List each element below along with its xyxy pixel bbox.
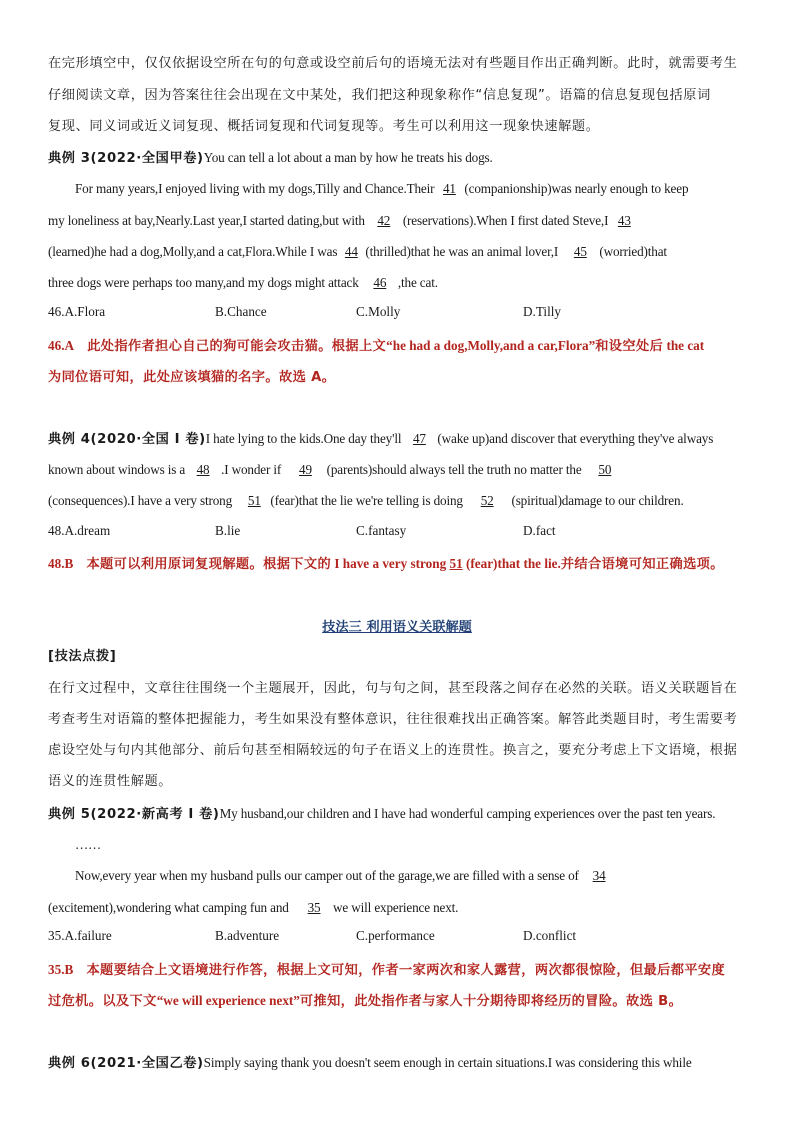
section-title: 技法三 利用语义关联解题 xyxy=(322,620,472,635)
option-b: B.Chance xyxy=(215,304,267,319)
option-d: D.conflict xyxy=(523,928,577,943)
example-4-passage-line-3: (consequences).I have a very strong 51 (fear)that the lie we're telling is doing 52 (spiritual)damage to our children. xyxy=(48,491,684,511)
example-6-heading: 典例 6(2021·全国乙卷)Simply saying thank you doesn't seem enough in certain situations.I was considering this while xyxy=(48,1055,692,1071)
option-c: C.Molly xyxy=(356,304,401,319)
blank-52: 52 xyxy=(480,493,494,508)
example-3-passage-line-2: my loneliness at bay,Nearly.Last year,I started dating,but with 42 (reservations).When I first dated Steve,I 43 xyxy=(48,211,640,231)
blank-49: 49 xyxy=(299,462,312,477)
option-a: 46.A.Flora xyxy=(48,304,106,319)
tips-heading: [技法点拨] xyxy=(48,649,117,664)
example-3-answer-line-1: 46.A 此处指作者担心自己的狗可能会攻击猫。根据上文“he had a dog,Molly,and a car,Flora”和设空处后 the cat xyxy=(48,338,705,354)
intro-line-1: 在完形填空中，仅仅依据设空所在句的句意或设空前后句的语境无法对有些题目作出正确判断。此时，就需要考生 xyxy=(48,56,738,71)
blank-44: 44 xyxy=(344,244,358,259)
blank-42: 42 xyxy=(377,213,391,228)
example-4-heading: 典例 4(2020·全国 I 卷)I hate lying to the kids.One day they'll 47 (wake up)and discover that everything they've always xyxy=(48,431,714,447)
example-5-passage-line-1: Now,every year when my husband pulls our camper out of the garage,we are filled with a sense of 34 xyxy=(75,866,613,886)
blank-43: 43 xyxy=(617,213,631,228)
example-3-lead: You can tell a lot about a man by how he treats his dogs. xyxy=(203,150,493,165)
option-b: B.lie xyxy=(215,523,241,538)
answer-label: 46.A xyxy=(48,338,75,353)
example-4-label: 典例 4(2020·全国 I 卷) xyxy=(48,432,206,447)
example-5-label: 典例 5(2022·新高考 I 卷) xyxy=(48,807,220,822)
blank-35: 35 xyxy=(307,900,321,915)
example-4-passage-line-2: known about windows is a 48 .I wonder if 49 (parents)should always tell the truth no matter the 50 xyxy=(48,460,622,480)
blank-48: 48 xyxy=(196,462,210,477)
example-4-answer: 48.B 本题可以利用原词复现解题。根据下文的 I have a very strong 51 (fear)that the lie.并结合语境可知正确选项。 xyxy=(48,556,724,572)
example-5-heading: 典例 5(2022·新高考 I 卷)My husband,our children and I have had wonderful camping experiences over the past ten years. xyxy=(48,806,716,822)
option-c: C.performance xyxy=(356,928,435,943)
answer-label: 48.B xyxy=(48,556,74,571)
example-5-answer-line-1: 35.B 本题要结合上文语境进行作答，根据上文可知，作者一家两次和家人露营，两次都很惊险，但最后都平安度 xyxy=(48,962,726,978)
intro-line-2: 仔细阅读文章，因为答案往往会出现在文中某处，我们把这种现象称作“信息复现”。语篇的信息复现包括原词 xyxy=(48,88,711,103)
option-d: D.Tilly xyxy=(523,304,561,319)
example-5-ellipsis: …… xyxy=(75,837,102,852)
blank-50: 50 xyxy=(598,462,612,477)
blank-41: 41 xyxy=(442,181,456,196)
example-3-passage-line-4: three dogs were perhaps too many,and my dogs might attack 46 ,the cat. xyxy=(48,273,438,293)
example-3-label: 典例 3(2022·全国甲卷) xyxy=(48,151,204,166)
example-3-passage-line-3: (learned)he had a dog,Molly,and a cat,Flora.While I was 44 (thrilled)that he was an animal lover,I 45 (worried)that xyxy=(48,242,667,262)
blank-34: 34 xyxy=(592,868,606,883)
tips-line-2: 考查考生对语篇的整体把握能力，考生如果没有整体意识，往往很难找出正确答案。解答此类题目时，考生需要考 xyxy=(48,712,738,727)
option-b: B.adventure xyxy=(215,928,280,943)
blank-46: 46 xyxy=(373,275,387,290)
tips-line-1: 在行文过程中，文章往往围绕一个主题展开，因此，句与句之间，甚至段落之间存在必然的关联。语义关联题旨在 xyxy=(48,681,738,696)
intro-line-3: 复现、同义词或近义词复现、概括词复现和代词复现等。考生可以利用这一现象快速解题。 xyxy=(48,119,600,134)
answer-label: 35.B xyxy=(48,962,74,977)
option-a: 48.A.dream xyxy=(48,523,111,538)
tips-line-4: 语义的连贯性解题。 xyxy=(48,774,173,789)
option-d: D.fact xyxy=(523,523,556,538)
example-3-heading xyxy=(48,148,493,169)
option-c: C.fantasy xyxy=(356,523,407,538)
blank-45: 45 xyxy=(573,244,587,259)
example-3-answer-line-2: 为同位语可知，此处应该填猫的名字。故选 A。 xyxy=(48,370,336,385)
blank-51: 51 xyxy=(247,493,261,508)
example-5-answer-line-2: 过危机。以及下文“we will experience next”可推知，此处指作者与家人十分期待即将经历的冒险。故选 B。 xyxy=(48,993,683,1009)
example-5-passage-line-2: (excitement),wondering what camping fun and 35 we will experience next. xyxy=(48,898,458,918)
option-a: 35.A.failure xyxy=(48,928,112,943)
example-3-passage-line-1: For many years,I enjoyed living with my dogs,Tilly and Chance.Their 41 (companionship)was nearly enough to keep xyxy=(75,179,688,199)
example-6-label: 典例 6(2021·全国乙卷) xyxy=(48,1056,204,1071)
tips-line-3: 虑设空处与句内其他部分、前后句甚至相隔较远的句子在语义上的连贯性。换言之，要充分考虑上下文语境，根据 xyxy=(48,743,738,758)
blank-47: 47 xyxy=(412,431,426,446)
